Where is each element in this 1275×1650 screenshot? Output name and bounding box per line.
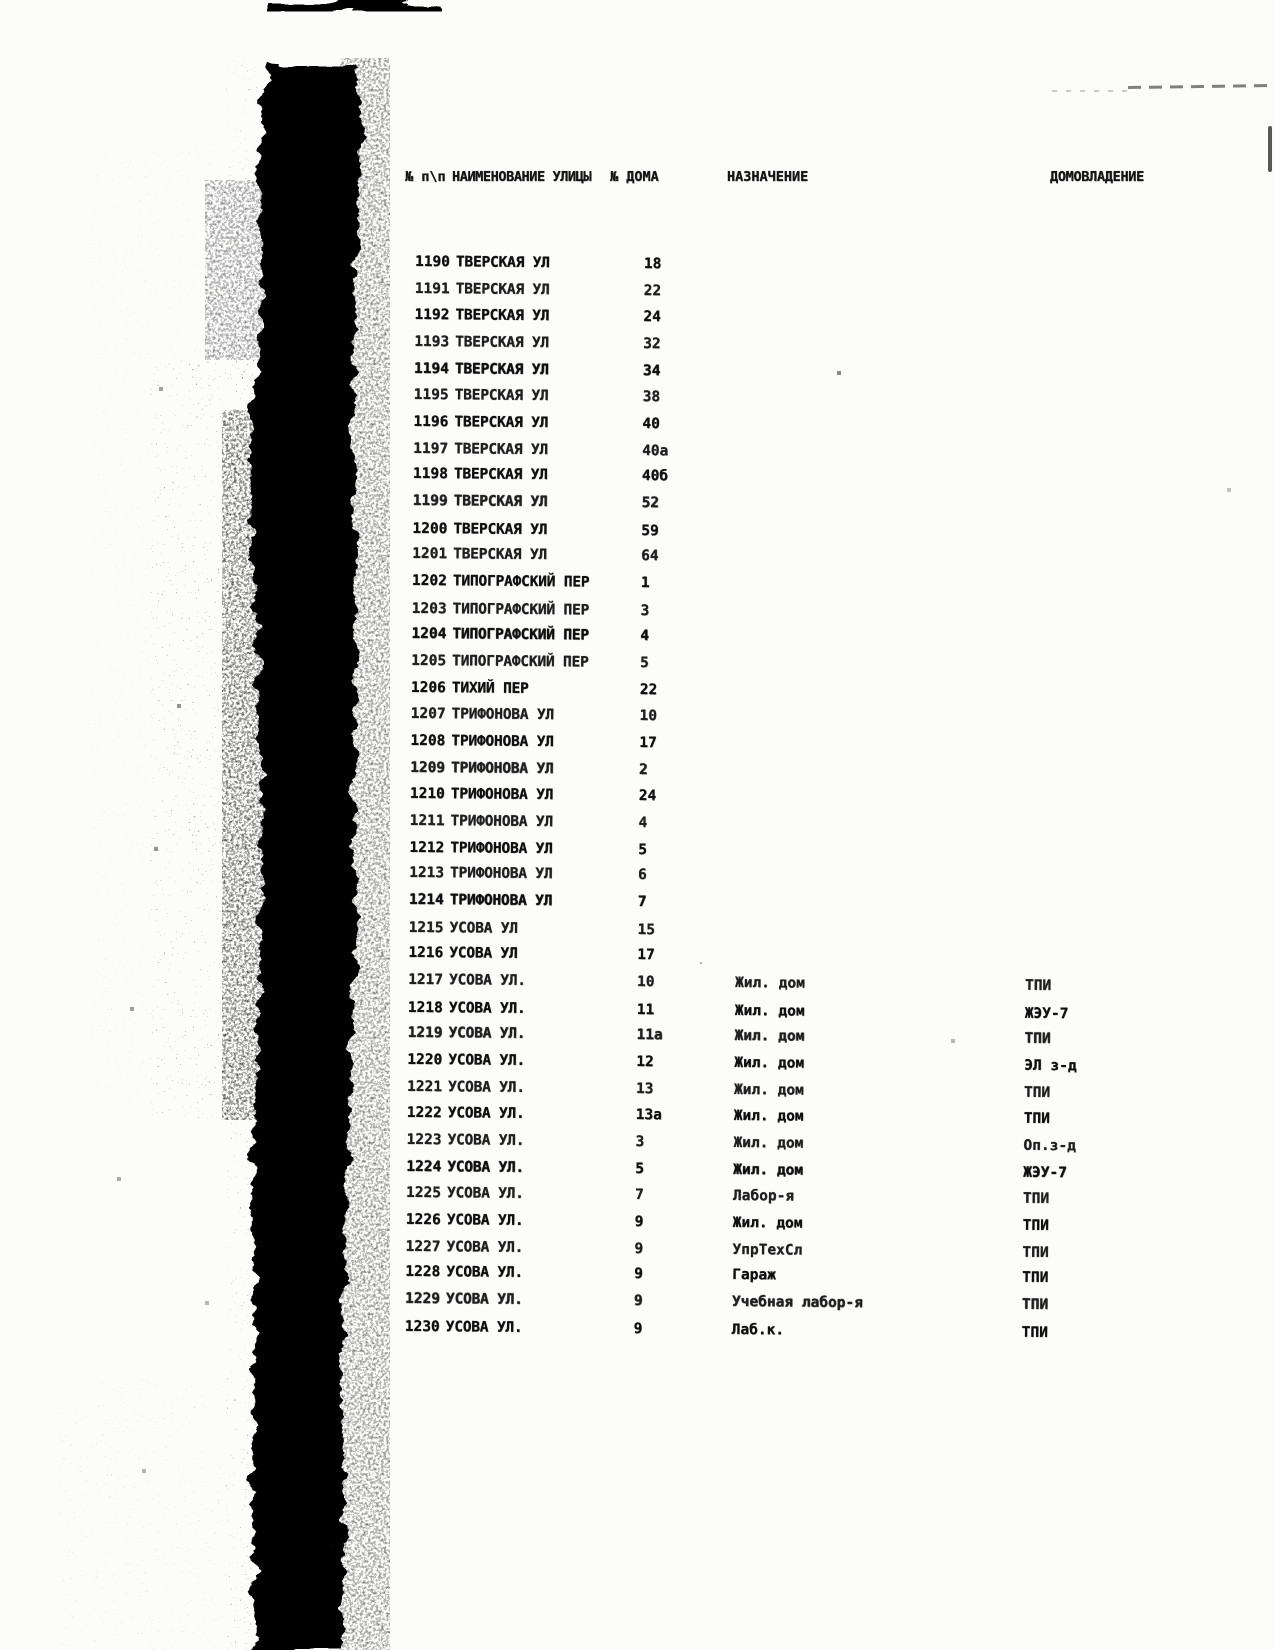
row-number: 1219 xyxy=(407,1024,443,1042)
street-name: ТИХИЙ ПЕР xyxy=(451,680,529,698)
house-number: 40б xyxy=(641,468,669,485)
row-number: 1226 xyxy=(405,1211,441,1228)
table-row xyxy=(380,1291,1200,1318)
row-number: 1216 xyxy=(408,944,444,962)
street-name: ТРИФОНОВА УЛ xyxy=(451,705,555,723)
street-name: УСОВА УЛ. xyxy=(448,972,526,990)
table-row xyxy=(380,1318,1200,1345)
row-number: 1205 xyxy=(411,652,447,670)
row-number: 1194 xyxy=(413,360,449,378)
table-header xyxy=(390,169,1210,191)
house-number: 9 xyxy=(634,1266,644,1283)
header-ownership: ДОМОВЛАДЕНИЕ xyxy=(1050,169,1144,185)
purpose: Жил. дом xyxy=(733,1162,804,1179)
table-row xyxy=(381,1184,1201,1211)
header-purpose: НАЗНАЧЕНИЕ xyxy=(727,169,809,185)
table-row xyxy=(387,573,1207,600)
street-name: УСОВА УЛ xyxy=(449,945,518,962)
purpose: Жил. дом xyxy=(734,1027,805,1045)
row-number: 1198 xyxy=(412,466,448,483)
house-number: 9 xyxy=(633,1293,643,1310)
street-name: ТВЕРСКАЯ УЛ xyxy=(454,386,549,404)
house-number: 3 xyxy=(635,1133,645,1150)
header-house: № ДОМА xyxy=(610,169,659,185)
row-number: 1212 xyxy=(409,839,445,857)
row-number: 1203 xyxy=(411,600,447,617)
row-number: 1225 xyxy=(405,1184,442,1201)
street-name: ТИПОГРАФСКИЙ ПЕР xyxy=(452,573,590,591)
house-number: 40 xyxy=(642,415,660,432)
street-name: ТВЕРСКАЯ УЛ xyxy=(453,466,548,484)
table-row xyxy=(382,1079,1202,1106)
street-name: УСОВА УЛ. xyxy=(447,1104,525,1122)
house-number: 5 xyxy=(635,1161,645,1178)
purpose: Жил. дом xyxy=(732,1214,803,1232)
ownership: ЖЭУ-7 xyxy=(1023,1164,1067,1182)
purpose: Жил. дом xyxy=(734,1054,805,1072)
row-number: 1206 xyxy=(410,680,446,697)
row-number: 1230 xyxy=(404,1318,440,1335)
table-row xyxy=(384,892,1204,919)
row-number: 1195 xyxy=(413,386,449,403)
scan-noise-specks xyxy=(0,0,2,2)
house-number: 9 xyxy=(633,1320,643,1337)
row-number: 1199 xyxy=(412,493,448,510)
table-row xyxy=(385,760,1205,787)
street-name: УСОВА УЛ. xyxy=(447,1132,525,1149)
table-row xyxy=(381,1211,1201,1238)
table-row xyxy=(386,625,1206,652)
purpose: Лабор-я xyxy=(732,1187,795,1205)
row-number: 1228 xyxy=(405,1264,441,1281)
street-name: ТРИФОНОВА УЛ xyxy=(450,840,553,858)
row-number: 1200 xyxy=(412,520,448,537)
row-number: 1223 xyxy=(406,1131,442,1148)
street-name: ТИПОГРАФСКИЙ ПЕР xyxy=(452,653,589,671)
table-row xyxy=(386,653,1206,680)
purpose: Жил. дом xyxy=(733,1082,804,1099)
table-row xyxy=(390,254,1210,281)
row-number: 1215 xyxy=(408,919,444,936)
house-number: 11а xyxy=(636,1026,663,1044)
house-number: 32 xyxy=(643,335,661,353)
row-number: 1209 xyxy=(410,759,446,777)
house-number: 4 xyxy=(638,814,648,831)
table-row xyxy=(388,440,1208,467)
table-row xyxy=(388,413,1208,440)
table-row xyxy=(380,1238,1200,1265)
row-number: 1227 xyxy=(405,1238,441,1256)
row-number: 1222 xyxy=(406,1104,442,1121)
street-name: ТРИФОНОВА УЛ xyxy=(451,733,554,751)
table-row xyxy=(384,839,1204,866)
street-name: ТРИФОНОВА УЛ xyxy=(450,760,554,778)
street-name: УСОВА УЛ. xyxy=(447,1079,525,1097)
house-number: 6 xyxy=(637,867,647,884)
address-register-table xyxy=(390,0,1210,1400)
table-row xyxy=(382,1052,1202,1079)
purpose: Жил. дом xyxy=(734,975,805,992)
house-number: 24 xyxy=(638,787,657,804)
table-row xyxy=(389,361,1209,388)
house-number: 13а xyxy=(635,1106,663,1123)
ownership: ТПИ xyxy=(1022,1270,1049,1287)
house-number: 40а xyxy=(642,442,669,460)
house-number: 11 xyxy=(636,1001,655,1018)
table-row xyxy=(381,1131,1201,1158)
ownership: ТПИ xyxy=(1023,1085,1051,1102)
table-row xyxy=(390,281,1210,308)
street-name: ТРИФОНОВА УЛ xyxy=(450,812,553,830)
house-number: 7 xyxy=(637,894,647,911)
street-name: ТВЕРСКАЯ УЛ xyxy=(453,546,548,564)
house-number: 22 xyxy=(643,283,662,300)
table-row xyxy=(386,600,1206,627)
ownership: ТПИ xyxy=(1024,977,1052,995)
scan-artifact-edge-tick xyxy=(1268,126,1272,172)
house-number: 4 xyxy=(640,627,650,645)
table-row xyxy=(387,546,1207,573)
ownership: Оп.з-д xyxy=(1023,1137,1076,1155)
street-name: ТРИФОНОВА УЛ xyxy=(449,892,553,910)
street-name: УСОВА УЛ. xyxy=(445,1318,523,1336)
purpose: Жил. дом xyxy=(733,1134,804,1152)
street-name: ТВЕРСКАЯ УЛ xyxy=(455,254,550,272)
house-number: 17 xyxy=(637,947,655,964)
street-name: ТВЕРСКАЯ УЛ xyxy=(454,441,549,459)
purpose: Жил. дом xyxy=(734,1002,805,1020)
purpose: Учебная лабор-я xyxy=(731,1294,863,1312)
house-number: 18 xyxy=(643,256,662,273)
table-row xyxy=(384,865,1204,892)
street-name: ТВЕРСКАЯ УЛ xyxy=(455,334,550,351)
street-name: ТВЕРСКАЯ УЛ xyxy=(453,493,548,511)
row-number: 1190 xyxy=(414,253,450,271)
purpose: Жил. дом xyxy=(733,1107,804,1125)
house-number: 24 xyxy=(643,308,661,325)
table-row xyxy=(381,1159,1201,1186)
house-number: 15 xyxy=(637,921,656,938)
row-number: 1193 xyxy=(414,333,450,350)
ownership: ТПИ xyxy=(1022,1244,1049,1261)
house-number: 9 xyxy=(634,1240,644,1257)
table-row xyxy=(389,333,1209,360)
house-number: 7 xyxy=(634,1186,644,1203)
header-row-number: № п\п xyxy=(405,169,446,185)
row-number: 1211 xyxy=(409,812,445,829)
house-number: 10 xyxy=(636,974,655,991)
house-number: 5 xyxy=(640,655,649,672)
row-number: 1201 xyxy=(412,545,448,563)
street-name: УСОВА УЛ. xyxy=(447,1159,525,1177)
ownership: ТПИ xyxy=(1021,1324,1048,1341)
street-name: УСОВА УЛ. xyxy=(446,1211,524,1229)
table-row xyxy=(384,812,1204,839)
table-row xyxy=(388,466,1208,493)
ownership: ЭЛ з-д xyxy=(1024,1057,1077,1075)
row-number: 1207 xyxy=(410,705,446,722)
table-row xyxy=(383,919,1203,946)
ownership: ТПИ xyxy=(1023,1110,1051,1127)
row-number: 1197 xyxy=(413,440,449,458)
row-number: 1191 xyxy=(414,281,450,298)
table-row xyxy=(383,945,1203,972)
table-row xyxy=(387,520,1207,547)
row-number: 1221 xyxy=(407,1079,443,1096)
row-number: 1224 xyxy=(406,1158,442,1176)
table-row xyxy=(389,306,1209,333)
street-name: ТИПОГРАФСКИЙ ПЕР xyxy=(452,626,589,644)
row-number: 1213 xyxy=(409,865,445,882)
table-row xyxy=(383,972,1203,999)
street-name: УСОВА УЛ. xyxy=(445,1291,523,1309)
ownership: ЖЭУ-7 xyxy=(1024,1005,1069,1022)
row-number: 1192 xyxy=(414,306,450,323)
house-number: 1 xyxy=(640,575,650,592)
street-name: ТИПОГРАФСКИЙ ПЕР xyxy=(452,600,590,619)
house-number: 13 xyxy=(635,1081,654,1098)
row-number: 1202 xyxy=(411,573,447,590)
row-number: 1204 xyxy=(411,625,447,643)
house-number: 34 xyxy=(642,363,661,380)
street-name: УСОВА УЛ xyxy=(449,919,518,937)
street-name: УСОВА УЛ. xyxy=(448,1052,526,1069)
ownership: ТПИ xyxy=(1024,1030,1051,1047)
street-name: УСОВА УЛ. xyxy=(446,1184,524,1202)
street-name: ТВЕРСКАЯ УЛ xyxy=(454,361,549,379)
street-name: ТВЕРСКАЯ УЛ xyxy=(455,281,550,299)
table-row xyxy=(380,1264,1200,1291)
row-number: 1217 xyxy=(408,972,444,989)
row-number: 1210 xyxy=(409,785,445,802)
house-number: 59 xyxy=(641,522,659,539)
table-row xyxy=(385,732,1205,759)
street-name: ТВЕРСКАЯ УЛ xyxy=(455,306,550,324)
ownership: ТПИ xyxy=(1022,1190,1050,1207)
street-name: ТВЕРСКАЯ УЛ xyxy=(453,520,548,538)
row-number: 1218 xyxy=(407,999,443,1016)
table-row xyxy=(388,493,1208,520)
street-name: ТРИФОНОВА УЛ xyxy=(449,865,553,883)
house-number: 64 xyxy=(641,548,659,565)
house-number: 5 xyxy=(638,841,648,859)
street-name: УСОВА УЛ. xyxy=(446,1264,524,1282)
table-rows xyxy=(379,254,1210,1362)
ownership: ТПИ xyxy=(1021,1297,1049,1314)
row-number: 1208 xyxy=(410,732,446,749)
row-number: 1220 xyxy=(407,1051,443,1069)
street-name: УСОВА УЛ. xyxy=(446,1239,524,1256)
purpose: Лаб.к. xyxy=(731,1321,785,1339)
header-street: НАИМЕНОВАНИЕ УЛИЦЫ xyxy=(452,169,592,185)
house-number: 38 xyxy=(642,388,661,405)
table-row xyxy=(383,999,1203,1026)
house-number: 2 xyxy=(638,762,648,779)
house-number: 3 xyxy=(640,602,650,619)
table-row xyxy=(385,705,1205,732)
house-number: 10 xyxy=(639,707,658,724)
row-number: 1196 xyxy=(413,413,449,430)
table-row xyxy=(382,1104,1202,1131)
street-name: УСОВА УЛ. xyxy=(448,999,526,1017)
table-row xyxy=(382,1024,1202,1051)
street-name: УСОВА УЛ. xyxy=(448,1025,526,1042)
house-number: 17 xyxy=(639,734,657,751)
table-row xyxy=(385,785,1205,812)
purpose: Гараж xyxy=(732,1267,776,1284)
street-name: ТРИФОНОВА УЛ xyxy=(450,785,554,803)
house-number: 22 xyxy=(639,682,658,699)
table-row xyxy=(389,386,1209,413)
house-number: 52 xyxy=(641,495,660,512)
ownership: ТПИ xyxy=(1022,1217,1049,1234)
row-number: 1214 xyxy=(408,892,444,909)
house-number: 9 xyxy=(634,1213,644,1230)
house-number: 12 xyxy=(636,1054,654,1071)
purpose: УпрТехСл xyxy=(732,1241,803,1259)
table-row xyxy=(386,680,1206,707)
street-name: ТВЕРСКАЯ УЛ xyxy=(454,413,549,431)
row-number: 1229 xyxy=(404,1291,441,1308)
